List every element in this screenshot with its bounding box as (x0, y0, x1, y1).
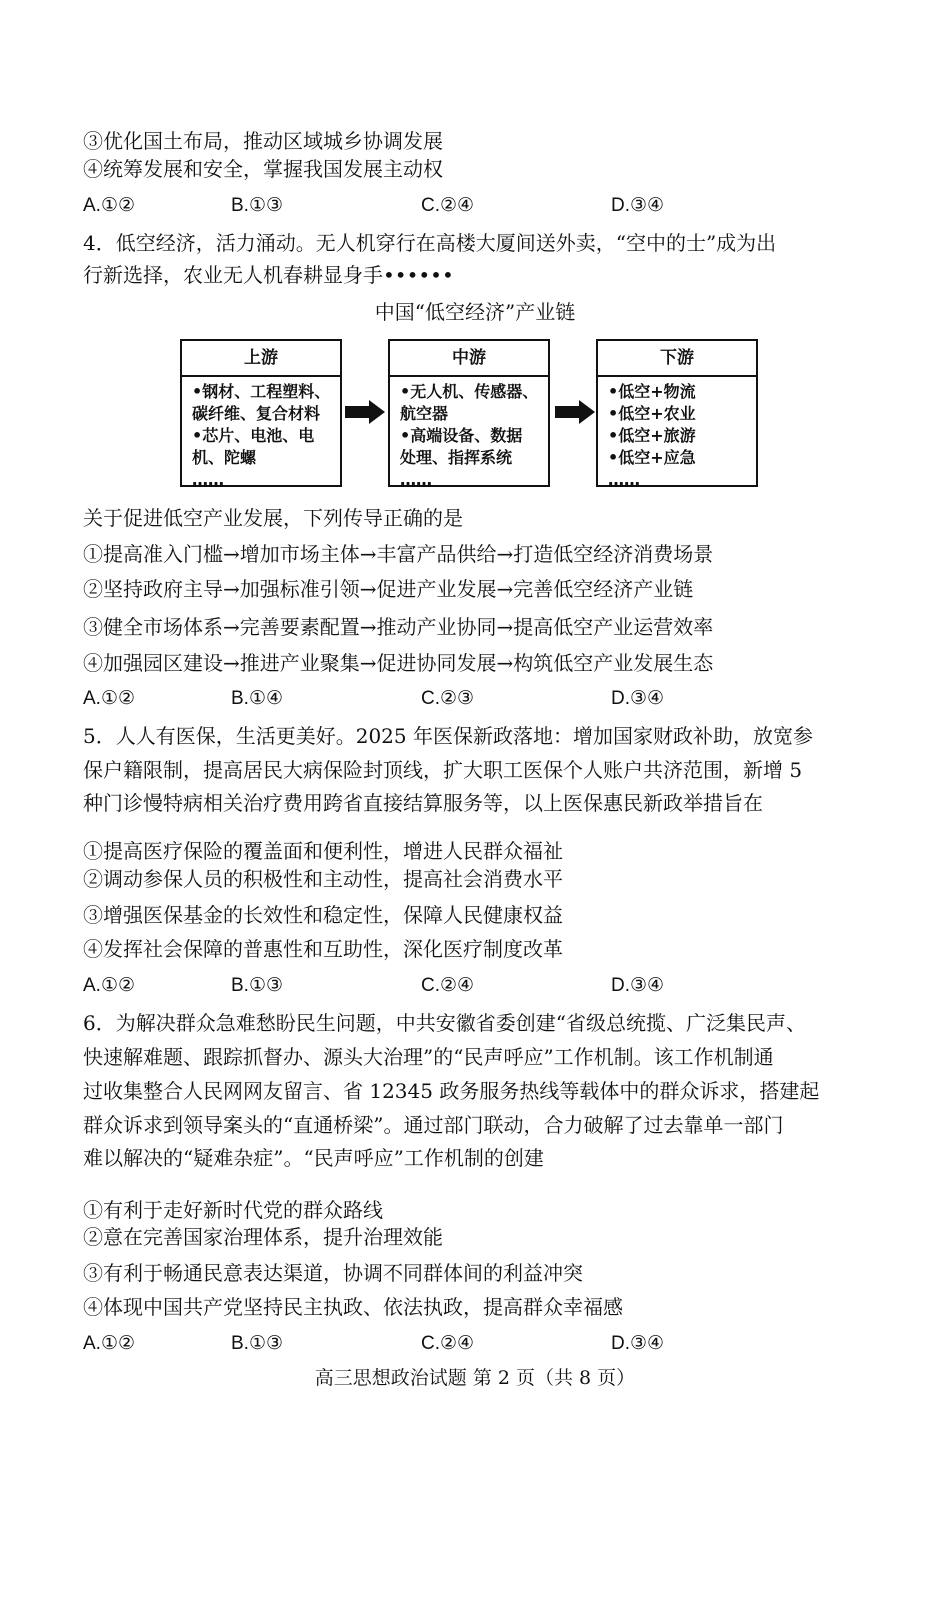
upstream-line: 碳纤维、复合材料 (192, 404, 321, 423)
q6-option-3: ③有利于畅通民意表达渠道，协调不同群体间的利益冲突 (83, 1261, 583, 1285)
q4-option-4: ④加强园区建设→推进产业聚集→促进协同发展→构筑低空产业发展生态 (83, 651, 714, 675)
q4-answer-d: D.③④ (611, 688, 665, 709)
q5-answer-row (83, 973, 863, 999)
upstream-title: 上游 (182, 341, 340, 377)
q4-answer-b: B.①④ (231, 688, 284, 709)
q6-stem-line-5: 难以解决的“疑难杂症”。“民声呼应”工作机制的创建 (83, 1146, 544, 1170)
q6-option-2: ②意在完善国家治理体系，提升治理效能 (83, 1225, 443, 1249)
downstream-line: …… (608, 470, 640, 489)
downstream-line: •低空+应急 (608, 448, 696, 467)
q5-answer-c: C.②④ (421, 975, 475, 996)
midstream-line: •高端设备、数据 (400, 426, 523, 445)
q4-option-2: ②坚持政府主导→加强标准引领→促进产业发展→完善低空经济产业链 (83, 577, 694, 601)
midstream-content (390, 377, 548, 491)
midstream-line: •无人机、传感器、 (400, 382, 539, 401)
upstream-line: •钢材、工程塑料、 (192, 382, 331, 401)
q5-option-1: ①提高医疗保险的覆盖面和便利性，增进人民群众福祉 (83, 839, 563, 863)
upstream-line: …… (192, 470, 224, 489)
q6-stem-line-2: 快速解难题、跟踪抓督办、源头大治理”的“民声呼应”工作机制。该工作机制通 (83, 1045, 774, 1069)
q6-option-4: ④体现中国共产党坚持民主执政、依法执政，提高群众幸福感 (83, 1295, 623, 1319)
midstream-line: 航空器 (400, 404, 449, 423)
midstream-title: 中游 (390, 341, 548, 377)
q5-option-4: ④发挥社会保障的普惠性和互助性，深化医疗制度改革 (83, 937, 563, 961)
q4-answer-a: A.①② (83, 688, 136, 709)
q6-answer-b: B.①③ (231, 1333, 284, 1354)
q6-stem-line-3: 过收集整合人民网网友留言、省 12345 政务服务热线等载体中的群众诉求，搭建起 (83, 1079, 820, 1103)
q5-stem-line-2: 保户籍限制，提高居民大病保险封顶线，扩大职工医保个人账户共济范围，新增 5 (83, 758, 803, 782)
q5-option-2: ②调动参保人员的积极性和主动性，提高社会消费水平 (83, 867, 563, 891)
q4-answer-row (83, 686, 863, 712)
q4-question: 关于促进低空产业发展，下列传导正确的是 (83, 506, 463, 530)
arrow-right-icon (555, 400, 595, 424)
q5-option-3: ③增强医保基金的长效性和稳定性，保障人民健康权益 (83, 903, 563, 927)
upstream-line: •芯片、电池、电 (192, 426, 315, 445)
q5-stem-line-3: 种门诊慢特病相关治疗费用跨省直接结算服务等，以上医保惠民新政举措旨在 (83, 791, 763, 815)
downstream-box (596, 339, 758, 487)
q5-answer-b: B.①③ (231, 975, 284, 996)
page-footer: 高三思想政治试题 第 2 页（共 8 页） (314, 1367, 636, 1389)
downstream-line: •低空+物流 (608, 382, 696, 401)
q3-answer-b: B.①③ (231, 195, 284, 216)
upstream-line: 机、陀螺 (192, 448, 257, 467)
q6-stem-line-1: 6．为解决群众急难愁盼民生问题，中共安徽省委创建“省级总统揽、广泛集民声、 (83, 1011, 806, 1035)
q3-answer-row (83, 193, 863, 219)
upstream-box (180, 339, 342, 487)
q4-option-3: ③健全市场体系→完善要素配置→推动产业协同→提高低空产业运营效率 (83, 615, 714, 639)
downstream-title: 下游 (598, 341, 756, 377)
q5-answer-d: D.③④ (611, 975, 665, 996)
q5-answer-a: A.①② (83, 975, 136, 996)
figure-title: 中国“低空经济”产业链 (374, 300, 576, 324)
q3-option-4: ④统筹发展和安全，掌握我国发展主动权 (83, 157, 443, 181)
q6-answer-c: C.②④ (421, 1333, 475, 1354)
q5-stem-line-1: 5．人人有医保，生活更美好。2025 年医保新政落地：增加国家财政补助，放宽参 (83, 724, 813, 748)
q4-option-1: ①提高准入门槛→增加市场主体→丰富产品供给→打造低空经济消费场景 (83, 542, 714, 566)
q4-stem-line-1: 4．低空经济，活力涌动。无人机穿行在高楼大厦间送外卖，“空中的士”成为出 (83, 231, 777, 255)
downstream-content (598, 377, 756, 491)
q3-option-3: ③优化国土布局，推动区域城乡协调发展 (83, 129, 443, 153)
q3-answer-d: D.③④ (611, 195, 665, 216)
downstream-line: •低空+旅游 (608, 426, 696, 445)
q6-answer-d: D.③④ (611, 1333, 665, 1354)
midstream-line: 处理、指挥系统 (400, 448, 513, 467)
upstream-content (182, 377, 340, 491)
q3-answer-c: C.②④ (421, 195, 475, 216)
q3-answer-a: A.①② (83, 195, 136, 216)
q6-answer-row (83, 1331, 863, 1357)
q4-stem-line-2: 行新选择，农业无人机春耕显身手•••••• (83, 263, 454, 287)
q6-option-1: ①有利于走好新时代党的群众路线 (83, 1198, 383, 1222)
q4-answer-c: C.②③ (421, 688, 475, 709)
q6-stem-line-4: 群众诉求到领导案头的“直通桥梁”。通过部门联动，合力破解了过去靠单一部门 (83, 1113, 784, 1137)
downstream-line: •低空+农业 (608, 404, 696, 423)
midstream-line: …… (400, 470, 432, 489)
q6-answer-a: A.①② (83, 1333, 136, 1354)
midstream-box (388, 339, 550, 487)
arrow-right-icon (345, 400, 385, 424)
